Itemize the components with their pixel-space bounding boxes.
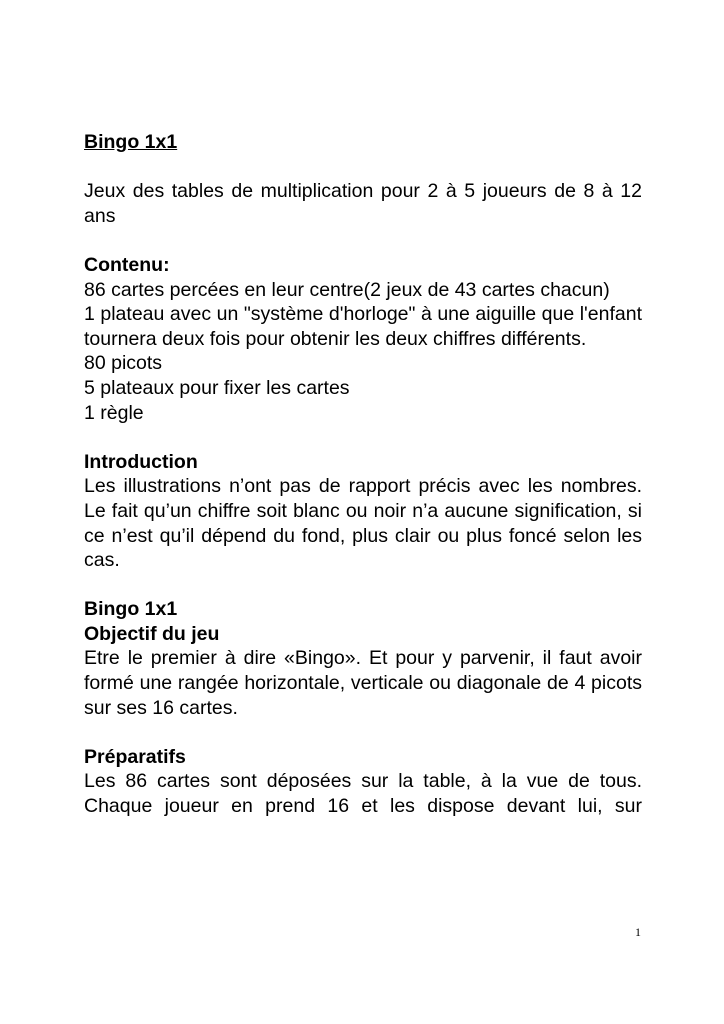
document-body: [84, 130, 642, 819]
intro-line: Jeux des tables de multiplication pour 2 à 5 joueurs de 8 à 12 ans: [84, 180, 642, 227]
spacer: [84, 155, 642, 180]
document-title: Bingo 1x1: [84, 131, 178, 153]
spacer: [84, 228, 642, 253]
contenu-item: 86 cartes percées en leur centre(2 jeux de 43 cartes chacun): [84, 278, 610, 301]
spacer: [84, 720, 642, 745]
contenu-item: 5 plateaux pour fixer les cartes: [84, 376, 350, 399]
introduction-text: Les illustrations n’ont pas de rapport précis avec les nombres. Le fait qu’un chiffre soit blanc ou noir n’a aucune signification, si ce n’est qu’il dépend du fond, plus clair ou plus foncé selon les cas.: [84, 475, 642, 572]
contenu-item: 80 picots: [84, 352, 163, 375]
objectif-heading: Objectif du jeu: [84, 622, 220, 645]
preparatifs-text: Les 86 cartes sont déposées sur la table, à la vue de tous. Chaque joueur en prend 16 et les dispose devant lui, sur: [84, 770, 642, 818]
spacer: [84, 573, 642, 598]
objectif-subtitle: Bingo 1x1: [84, 598, 178, 621]
preparatifs-heading: Préparatifs: [84, 745, 186, 768]
contenu-item: 1 règle: [84, 401, 144, 424]
objectif-text: Etre le premier à dire «Bingo». Et pour y parvenir, il faut avoir formé une rangée horizontale, verticale ou diagonale de 4 picots sur ses 16 cartes.: [84, 647, 642, 719]
contenu-item: 1 plateau avec un "système d'horloge" à une aiguille que l'enfant tournera deux fois pour obtenir les deux chiffres différents.: [84, 303, 642, 350]
contenu-heading: Contenu:: [84, 253, 170, 276]
introduction-heading: Introduction: [84, 450, 198, 473]
spacer: [84, 425, 642, 450]
page-number: 1: [635, 925, 641, 939]
